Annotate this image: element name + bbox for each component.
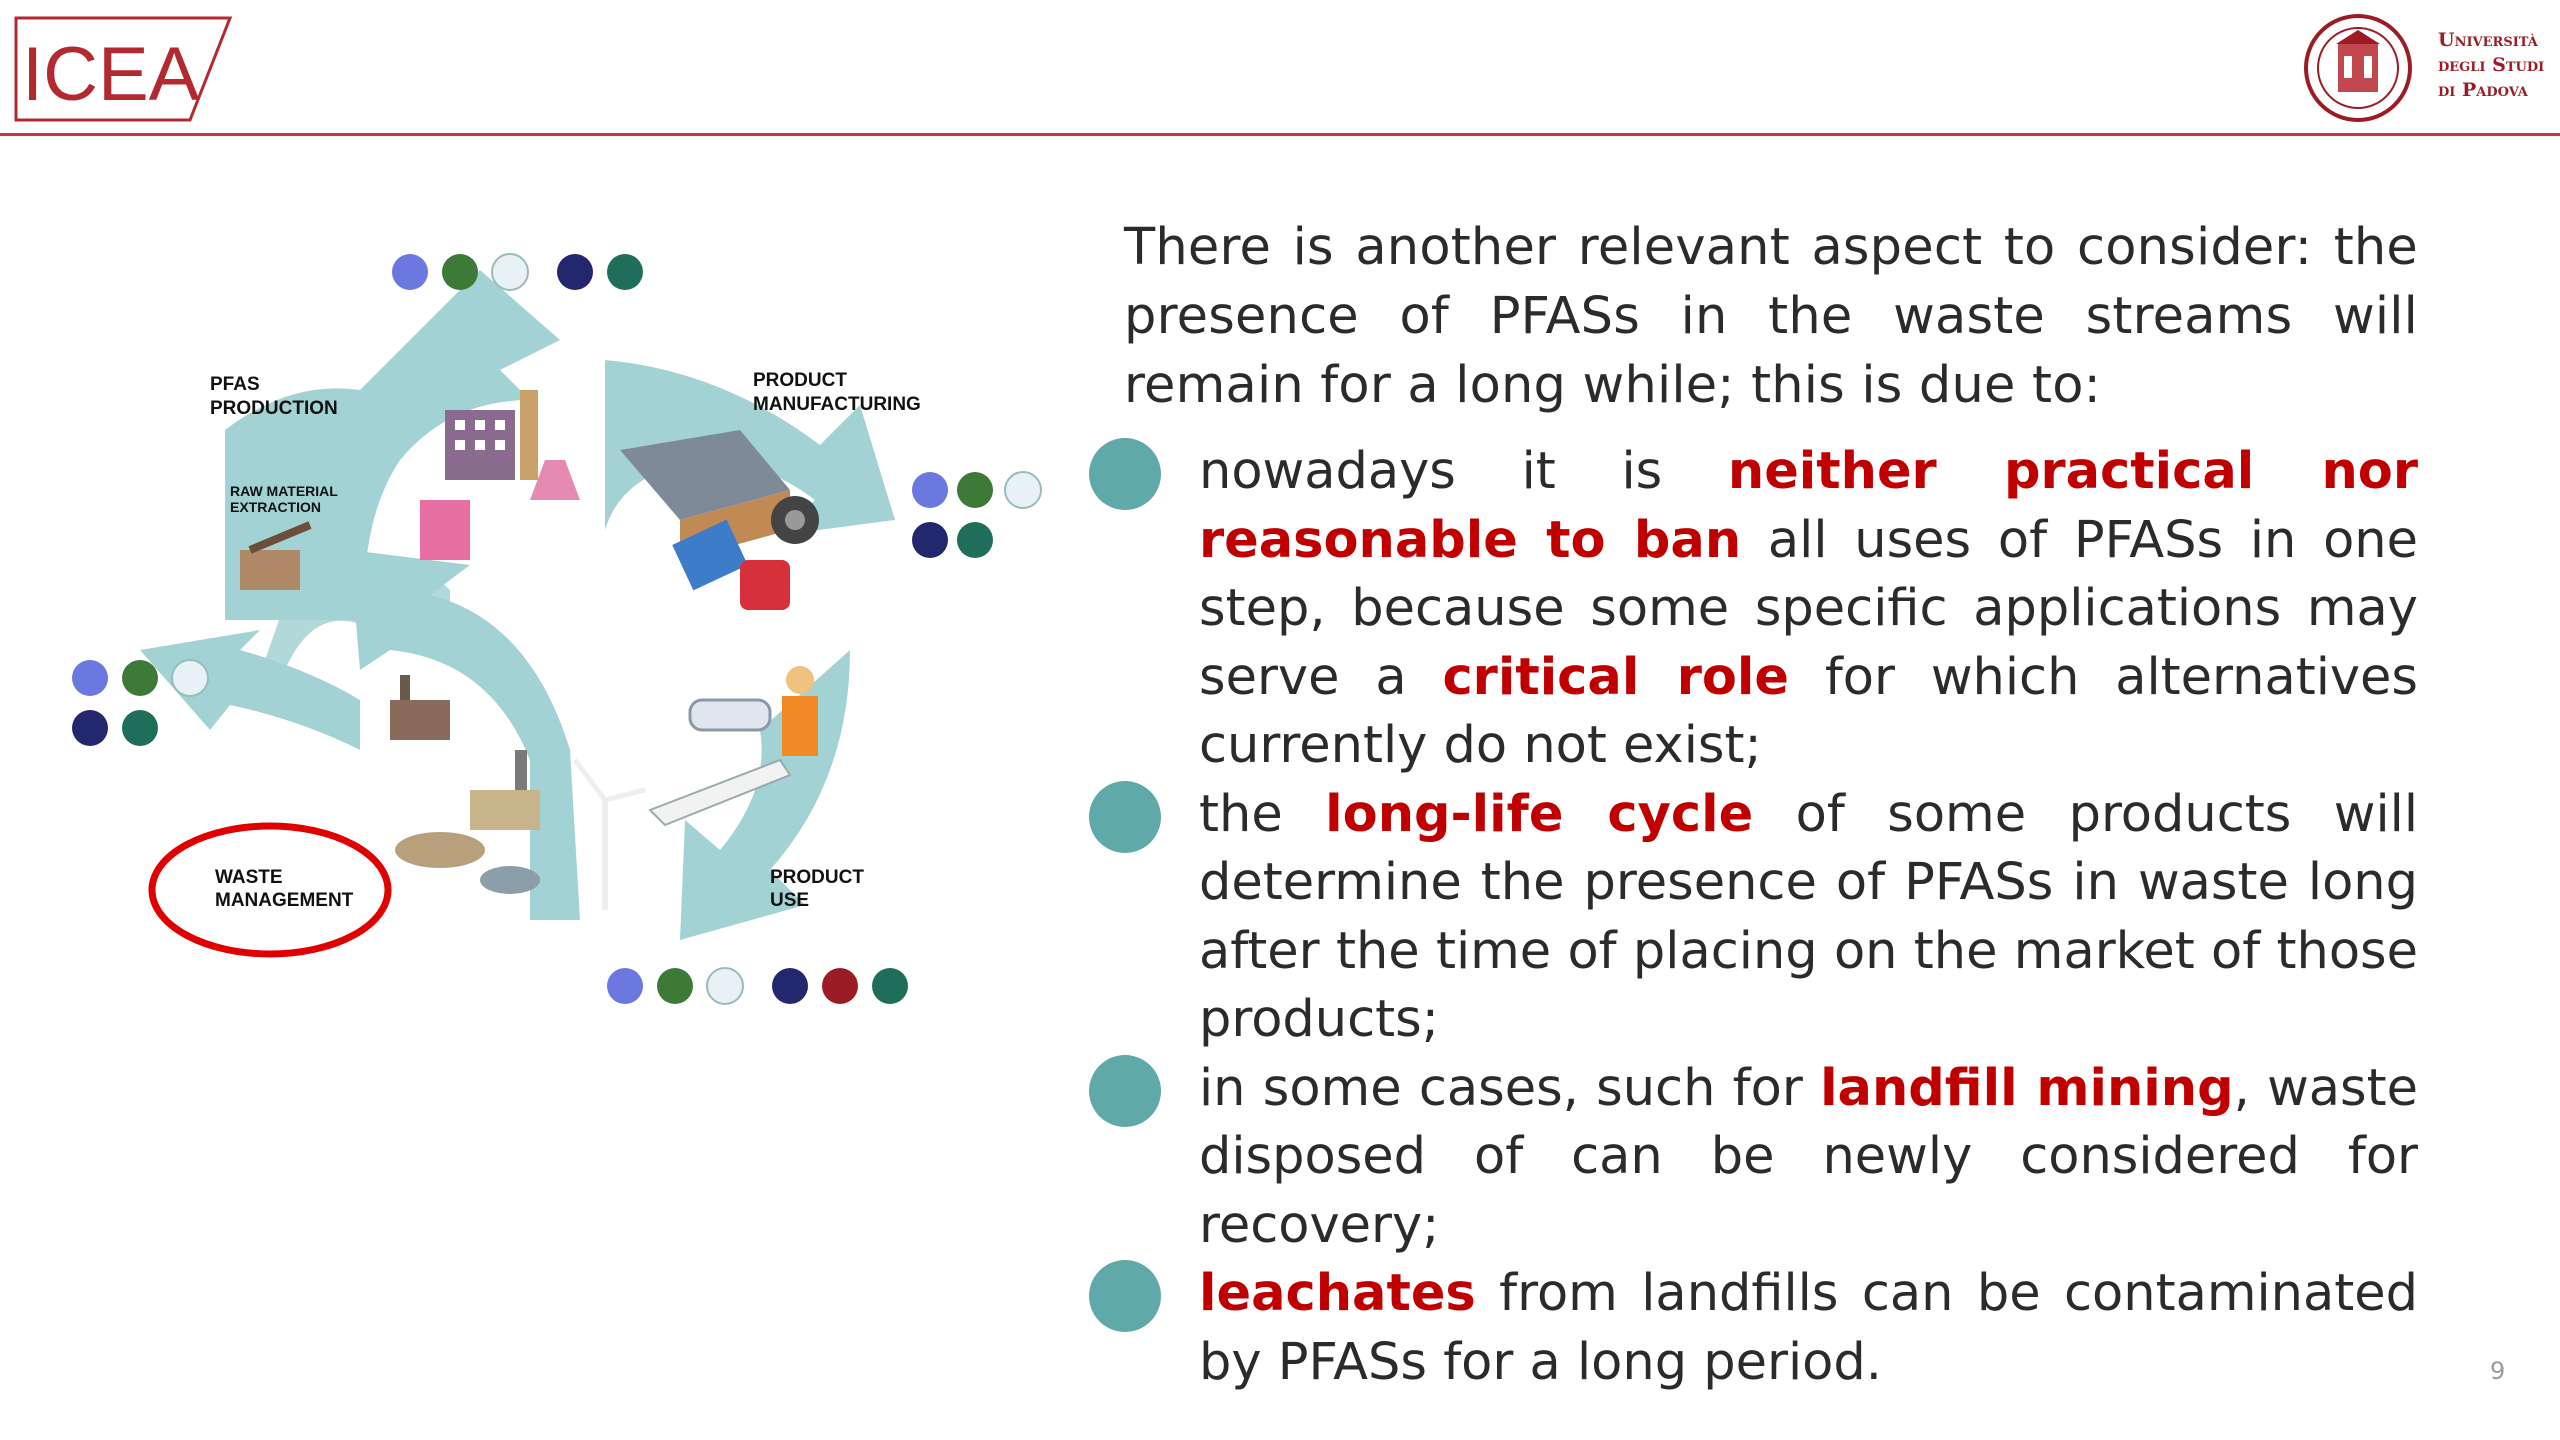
page-number: 9 xyxy=(2490,1357,2506,1385)
icea-logo-text: ICEA xyxy=(22,32,200,117)
bullet-text: from landfills can be contaminated by PFASs for a long period. xyxy=(1199,1264,2418,1392)
bullet-highlight: neither practical nor reasonable to ban xyxy=(1199,442,2418,570)
bullet-text: of some products will determine the presence of PFASs in waste long after the time of placing on the market of those products; xyxy=(1199,784,2418,1049)
bullet-item xyxy=(1124,1260,2418,1397)
label-product-use-2: USE xyxy=(770,890,810,911)
env-icons-top xyxy=(392,254,643,290)
armchair-icon xyxy=(740,560,790,610)
wind-turbine-icon xyxy=(575,760,645,910)
bullet-text: for which alternatives currently do not exist; xyxy=(1199,647,2418,775)
recycling-plant-icon xyxy=(390,675,450,740)
incinerator-icon xyxy=(470,750,540,830)
label-waste-management-1: WASTE xyxy=(215,867,283,888)
intro-paragraph: There is another relevant aspect to consider: the presence of PFASs in the waste streams will remain for a long while; this is due to: xyxy=(1124,218,2418,415)
bullet-dot-icon xyxy=(1089,1260,1161,1332)
bullet-dot-icon xyxy=(1089,438,1161,510)
bullet-dot-icon xyxy=(1089,1055,1161,1127)
slide-body xyxy=(1124,213,2418,1397)
bullet-highlight: landfill mining xyxy=(1820,1058,2234,1118)
bullet-text: in some cases, such for xyxy=(1199,1058,1821,1118)
bullet-text: all uses of PFASs in one step, because some specific applications may serve a xyxy=(1199,510,2418,707)
bullet-item xyxy=(1124,1055,2418,1261)
car-icon xyxy=(690,700,770,730)
icea-logo xyxy=(8,12,238,124)
label-raw-material-1: RAW MATERIAL xyxy=(230,483,338,499)
bullet-highlight: leachates xyxy=(1199,1264,1476,1323)
worker-icon xyxy=(782,666,818,756)
landfill-icon xyxy=(395,832,540,894)
university-name-line-2: degli Studi xyxy=(2438,54,2545,76)
university-name xyxy=(2438,28,2544,103)
arrow-waste-out xyxy=(140,630,360,750)
env-icons-bottom xyxy=(607,968,908,1004)
env-icons-right xyxy=(912,472,1041,558)
chemical-container-icon xyxy=(420,500,470,560)
pfas-lifecycle-diagram xyxy=(60,230,1070,1020)
university-name-line-3: di Padova xyxy=(2438,79,2528,101)
label-raw-material-2: EXTRACTION xyxy=(230,499,321,515)
label-pfas-production-1: PFAS xyxy=(210,374,260,395)
university-name-line-1: Università xyxy=(2438,29,2538,51)
label-product-manufacturing-2: MANUFACTURING xyxy=(753,394,921,415)
bullet-dot-icon xyxy=(1089,781,1161,853)
label-pfas-production-2: PRODUCTION xyxy=(210,398,338,419)
bullet-item xyxy=(1124,438,2418,781)
university-seal-icon xyxy=(2300,12,2420,124)
label-product-manufacturing-1: PRODUCT xyxy=(753,370,847,391)
bullet-text: , waste disposed of can be newly considered for recovery; xyxy=(1199,1058,2418,1255)
label-product-use-1: PRODUCT xyxy=(770,867,864,888)
university-logo xyxy=(2300,12,2550,124)
cable-reel-icon xyxy=(771,496,819,544)
bullet-text: the xyxy=(1199,784,1326,844)
bullet-text: nowadays it is xyxy=(1199,442,1728,501)
bullet-highlight: long-life cycle xyxy=(1325,784,1754,844)
header-divider xyxy=(0,133,2560,136)
bullet-highlight: critical role xyxy=(1442,647,1789,707)
label-waste-management-2: MANAGEMENT xyxy=(215,890,354,911)
bullet-item xyxy=(1124,781,2418,1055)
